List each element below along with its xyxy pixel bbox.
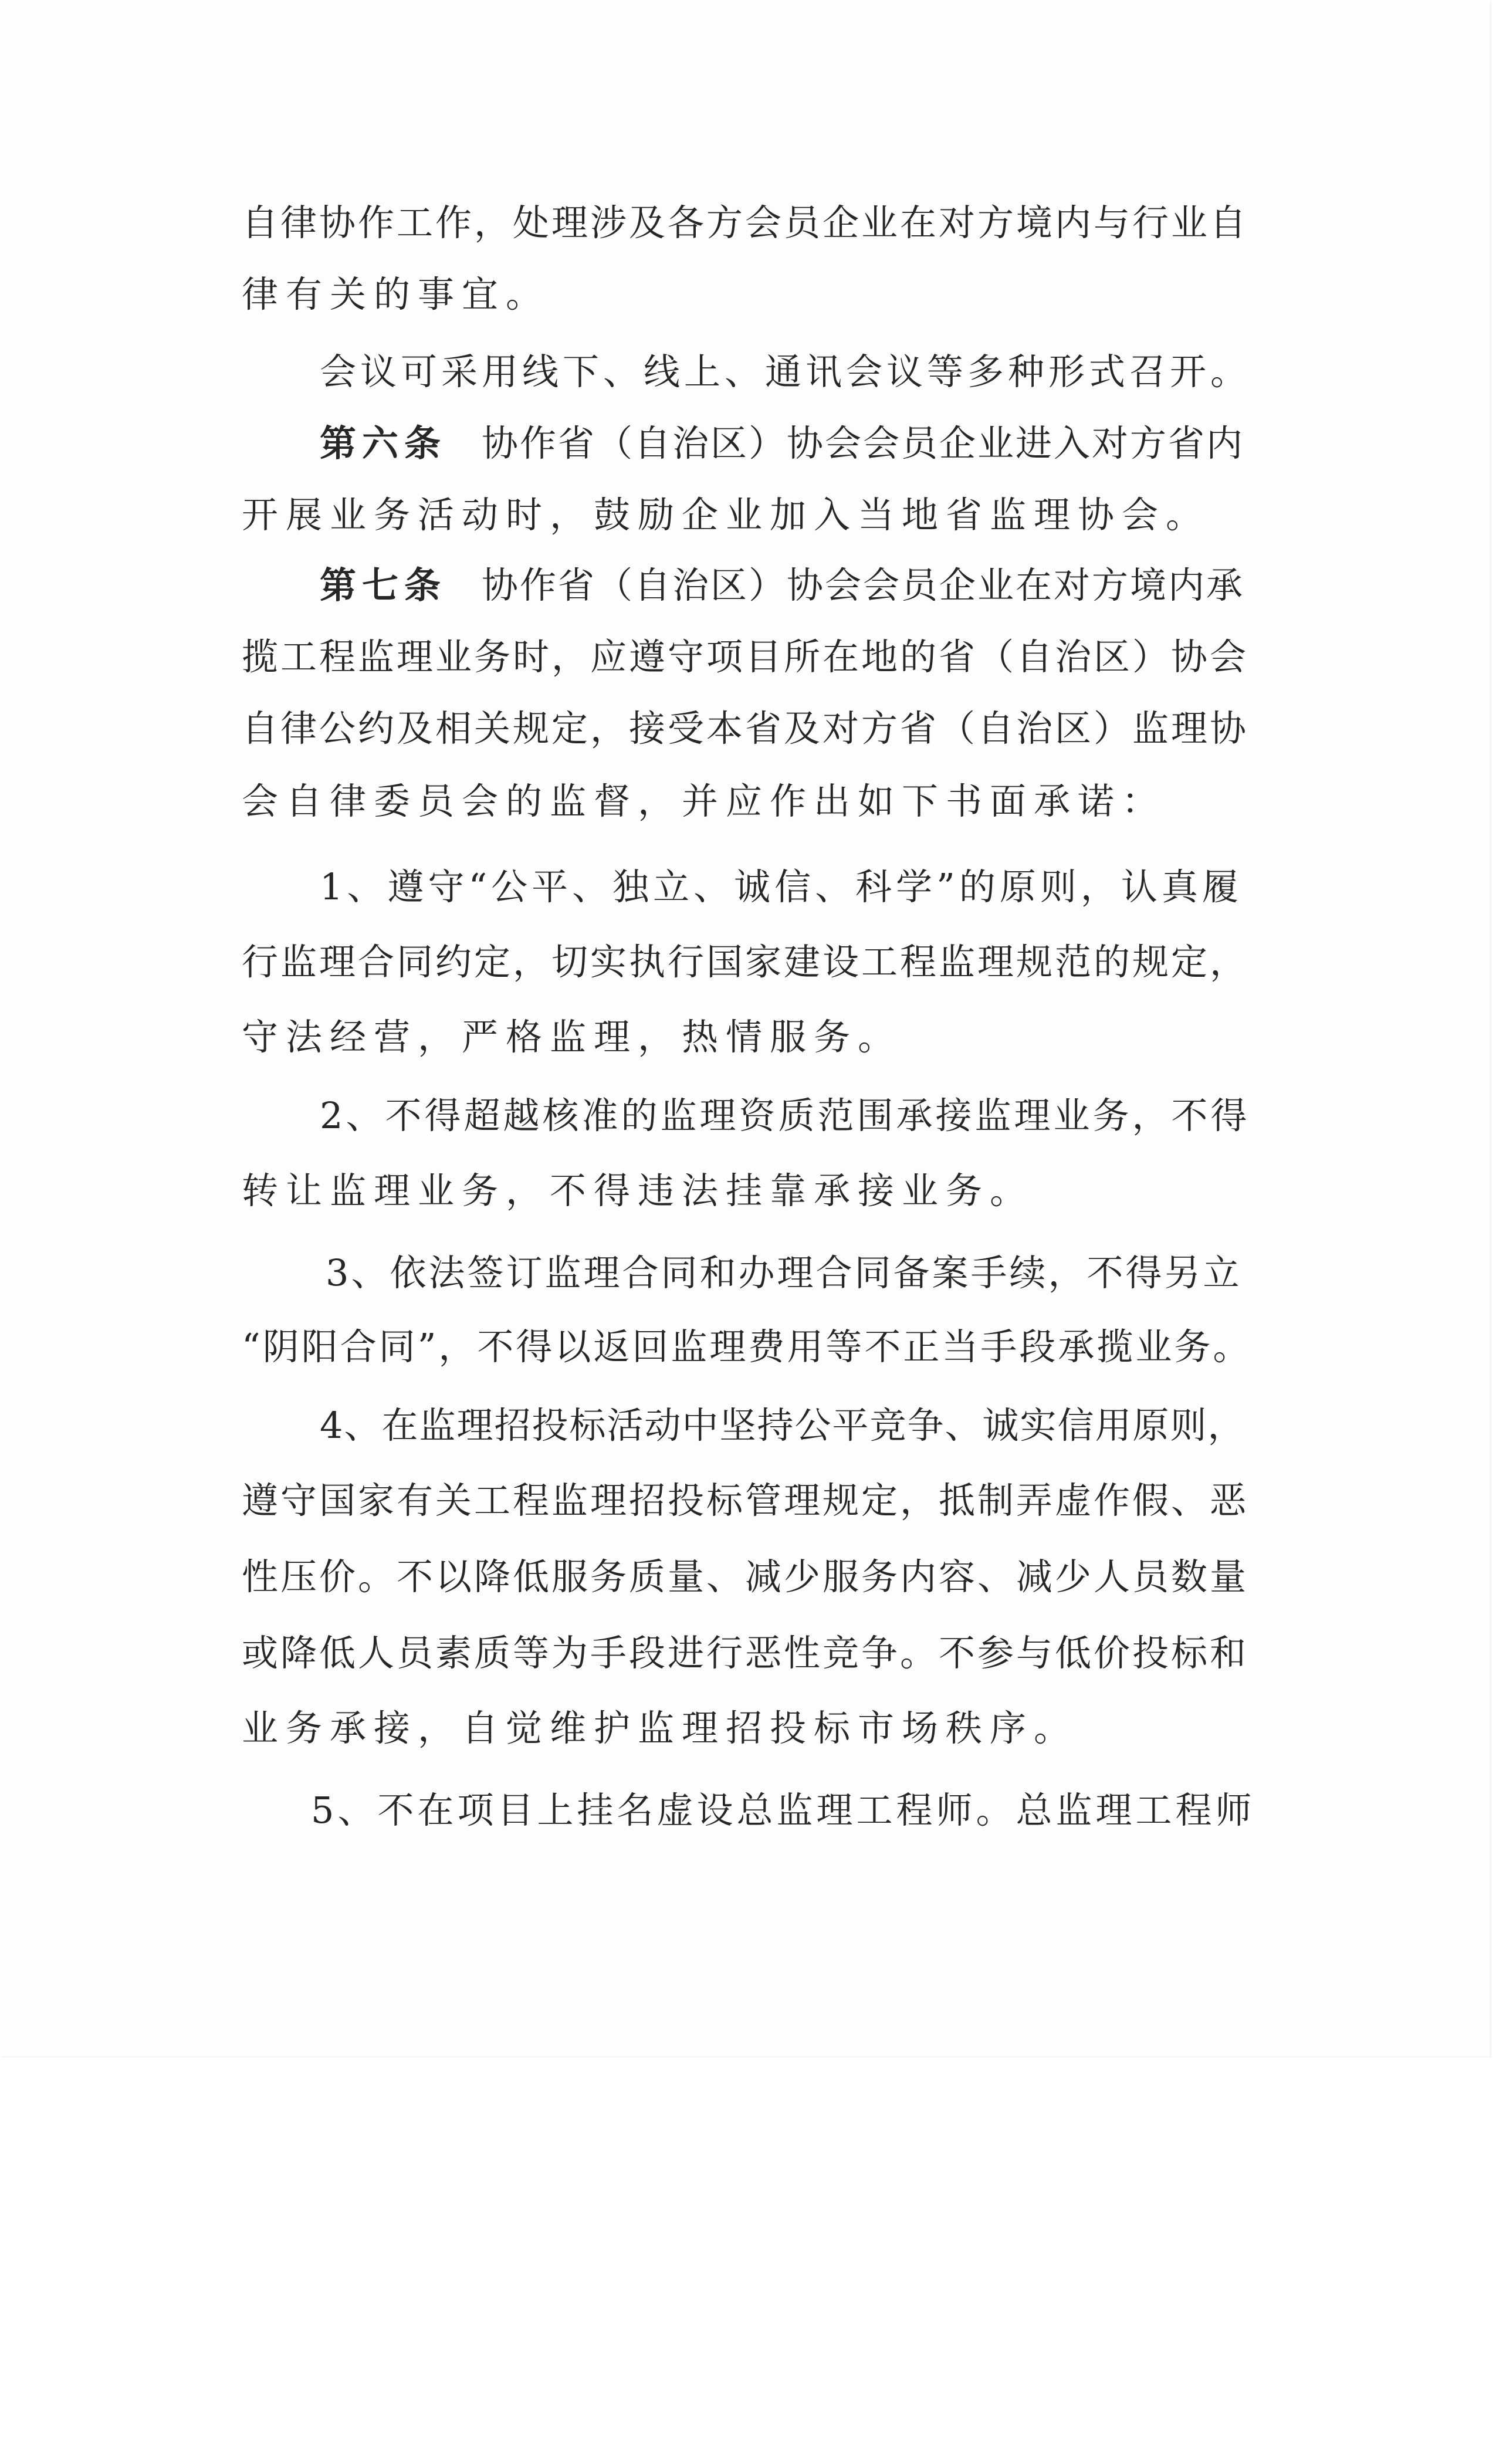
text-line: 自律协作工作，处理涉及各方会员企业在对方境内与行业自 xyxy=(242,201,1249,244)
text-line: “阴阳合同”，不得以返回监理费用等不正当手段承揽业务。 xyxy=(242,1325,1252,1368)
text-line: 守法经营，严格监理，热情服务。 xyxy=(242,1016,902,1058)
article-heading: 第六条 xyxy=(320,422,447,465)
text-line: 业务承接，自觉维护监理招投标市场秩序。 xyxy=(242,1707,1078,1749)
text-line: 2、不得超越核准的监理资质范围承接监理业务，不得 xyxy=(320,1094,1250,1137)
text-line: 5、不在项目上挂名虚设总监理工程师。总监理工程师 xyxy=(311,1789,1255,1832)
text-line: 性压价。不以降低服务质量、减少服务内容、减少人员数量 xyxy=(242,1555,1249,1598)
text-line: 律有关的事宜。 xyxy=(242,273,550,316)
text-line: 行监理合同约定，切实执行国家建设工程监理规范的规定， xyxy=(242,940,1249,983)
text-line: 会自律委员会的监督，并应作出如下书面承诺： xyxy=(242,780,1166,823)
text-line: 3、依法签订监理合同和办理合同备案手续，不得另立 xyxy=(326,1251,1242,1294)
text-line: 或降低人员素质等为手段进行恶性竞争。不参与低价投标和 xyxy=(242,1632,1249,1674)
text-line: 4、在监理招投标活动中坚持公平竞争、诚实信用原则， xyxy=(320,1404,1245,1447)
text-line: 会议可采用线下、线上、通讯会议等多种形式召开。 xyxy=(320,350,1251,393)
text-line: 转让监理业务，不得违法挂靠承接业务。 xyxy=(242,1169,1034,1212)
article-text: 协作省（自治区）协会会员企业进入对方省内 xyxy=(482,422,1245,465)
text-line: 开展业务活动时，鼓励企业加入当地省监理协会。 xyxy=(242,493,1210,536)
article-heading: 第七条 xyxy=(320,564,447,607)
article-7-line xyxy=(320,562,1244,609)
article-text: 协作省（自治区）协会会员企业在对方境内承 xyxy=(482,564,1245,607)
text-line: 遵守国家有关工程监理招投标管理规定，抵制弄虚作假、恶 xyxy=(242,1479,1249,1522)
article-6-line xyxy=(320,420,1244,467)
text-line: 自律公约及相关规定，接受本省及对方省（自治区）监理协 xyxy=(242,707,1249,750)
text-line: 揽工程监理业务时，应遵守项目所在地的省（自治区）协会 xyxy=(242,635,1249,678)
text-line: 1、遵守“公平、独立、诚信、科学”的原则，认真履 xyxy=(320,865,1243,908)
